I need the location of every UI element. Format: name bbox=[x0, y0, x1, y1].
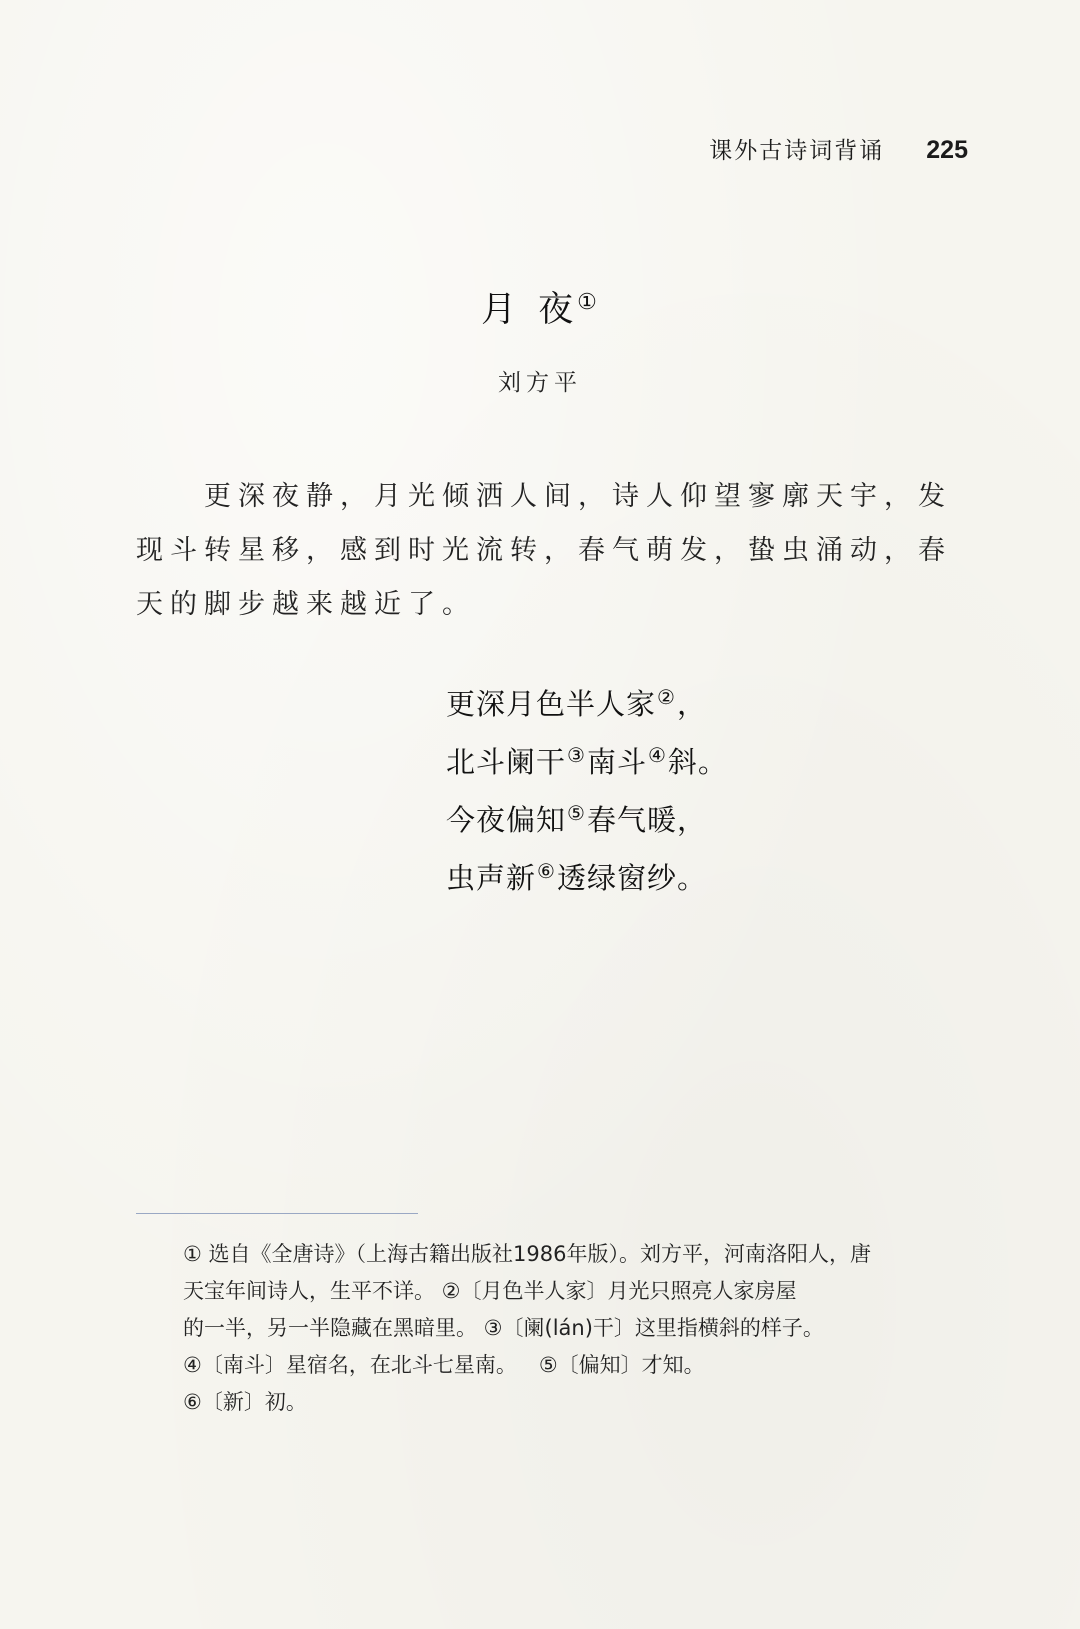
poem-title bbox=[0, 282, 1080, 332]
section-title: 课外古诗词背诵 bbox=[709, 138, 885, 164]
poem-line-3 bbox=[446, 788, 728, 846]
poem-line-3-text-b: 春气暖， bbox=[586, 803, 707, 837]
footnote-line-1: ① 选自《全唐诗》（上海古籍出版社1986年版）。刘方平，河南洛阳人，唐 bbox=[183, 1242, 871, 1266]
poem-line-4-text-a: 虫声新 bbox=[446, 861, 537, 895]
poem-line-2-text-a: 北斗阑干 bbox=[446, 745, 567, 779]
poem-line-4 bbox=[446, 846, 728, 904]
poem-line-4-note-a: ⑥ bbox=[537, 859, 556, 883]
page-number: 225 bbox=[926, 136, 968, 164]
poem-line-3-note-a: ⑤ bbox=[567, 801, 586, 825]
poem-title-char-1: 月 bbox=[481, 290, 519, 330]
poem-line-2-note-b: ④ bbox=[647, 743, 667, 767]
footnote-line-4 bbox=[183, 1347, 983, 1384]
poem-line-1 bbox=[446, 672, 728, 730]
poem-line-2-note-a: ③ bbox=[567, 743, 586, 767]
poem-author: 刘方平 bbox=[498, 370, 582, 396]
poem-title-char-2: 夜 bbox=[538, 290, 576, 330]
intro-paragraph: 更深夜静，月光倾洒人间，诗人仰望寥廓天宇，发现斗转星移，感到时光流转，春气萌发，蛰虫涌动，春天的脚步越来越近了。 bbox=[136, 481, 952, 620]
poem-line-2 bbox=[446, 730, 728, 788]
poem-line-3-text-a: 今夜偏知 bbox=[446, 803, 567, 837]
poem-line-2-text-c: 斜。 bbox=[667, 745, 728, 779]
footnote-divider bbox=[136, 1213, 418, 1214]
footnote-line-5: ⑥〔新〕初。 bbox=[183, 1390, 307, 1414]
footnote-5: ⑤〔偏知〕才知。 bbox=[538, 1353, 705, 1377]
poem-line-2-text-b: 南斗 bbox=[586, 745, 647, 779]
page-header bbox=[709, 132, 968, 165]
footnote-4: ④〔南斗〕星宿名，在北斗七星南。 bbox=[183, 1353, 517, 1377]
poem-line-4-text-b: 透绿窗纱。 bbox=[556, 861, 707, 895]
footnotes bbox=[183, 1236, 983, 1421]
footnote-line-2: 天宝年间诗人，生平不详。 ②〔月色半人家〕月光只照亮人家房屋 bbox=[183, 1279, 797, 1303]
poem-line-1-text-b: ， bbox=[676, 687, 707, 721]
footnote-line-3: 的一半，另一半隐藏在黑暗里。 ③〔阑(lán)干〕这里指横斜的样子。 bbox=[183, 1316, 824, 1340]
poem-title-note-marker: ① bbox=[577, 290, 599, 315]
poem-body bbox=[446, 672, 728, 904]
poem-line-1-note-a: ② bbox=[657, 685, 676, 709]
poem-line-1-text-a: 更深月色半人家 bbox=[446, 687, 657, 721]
